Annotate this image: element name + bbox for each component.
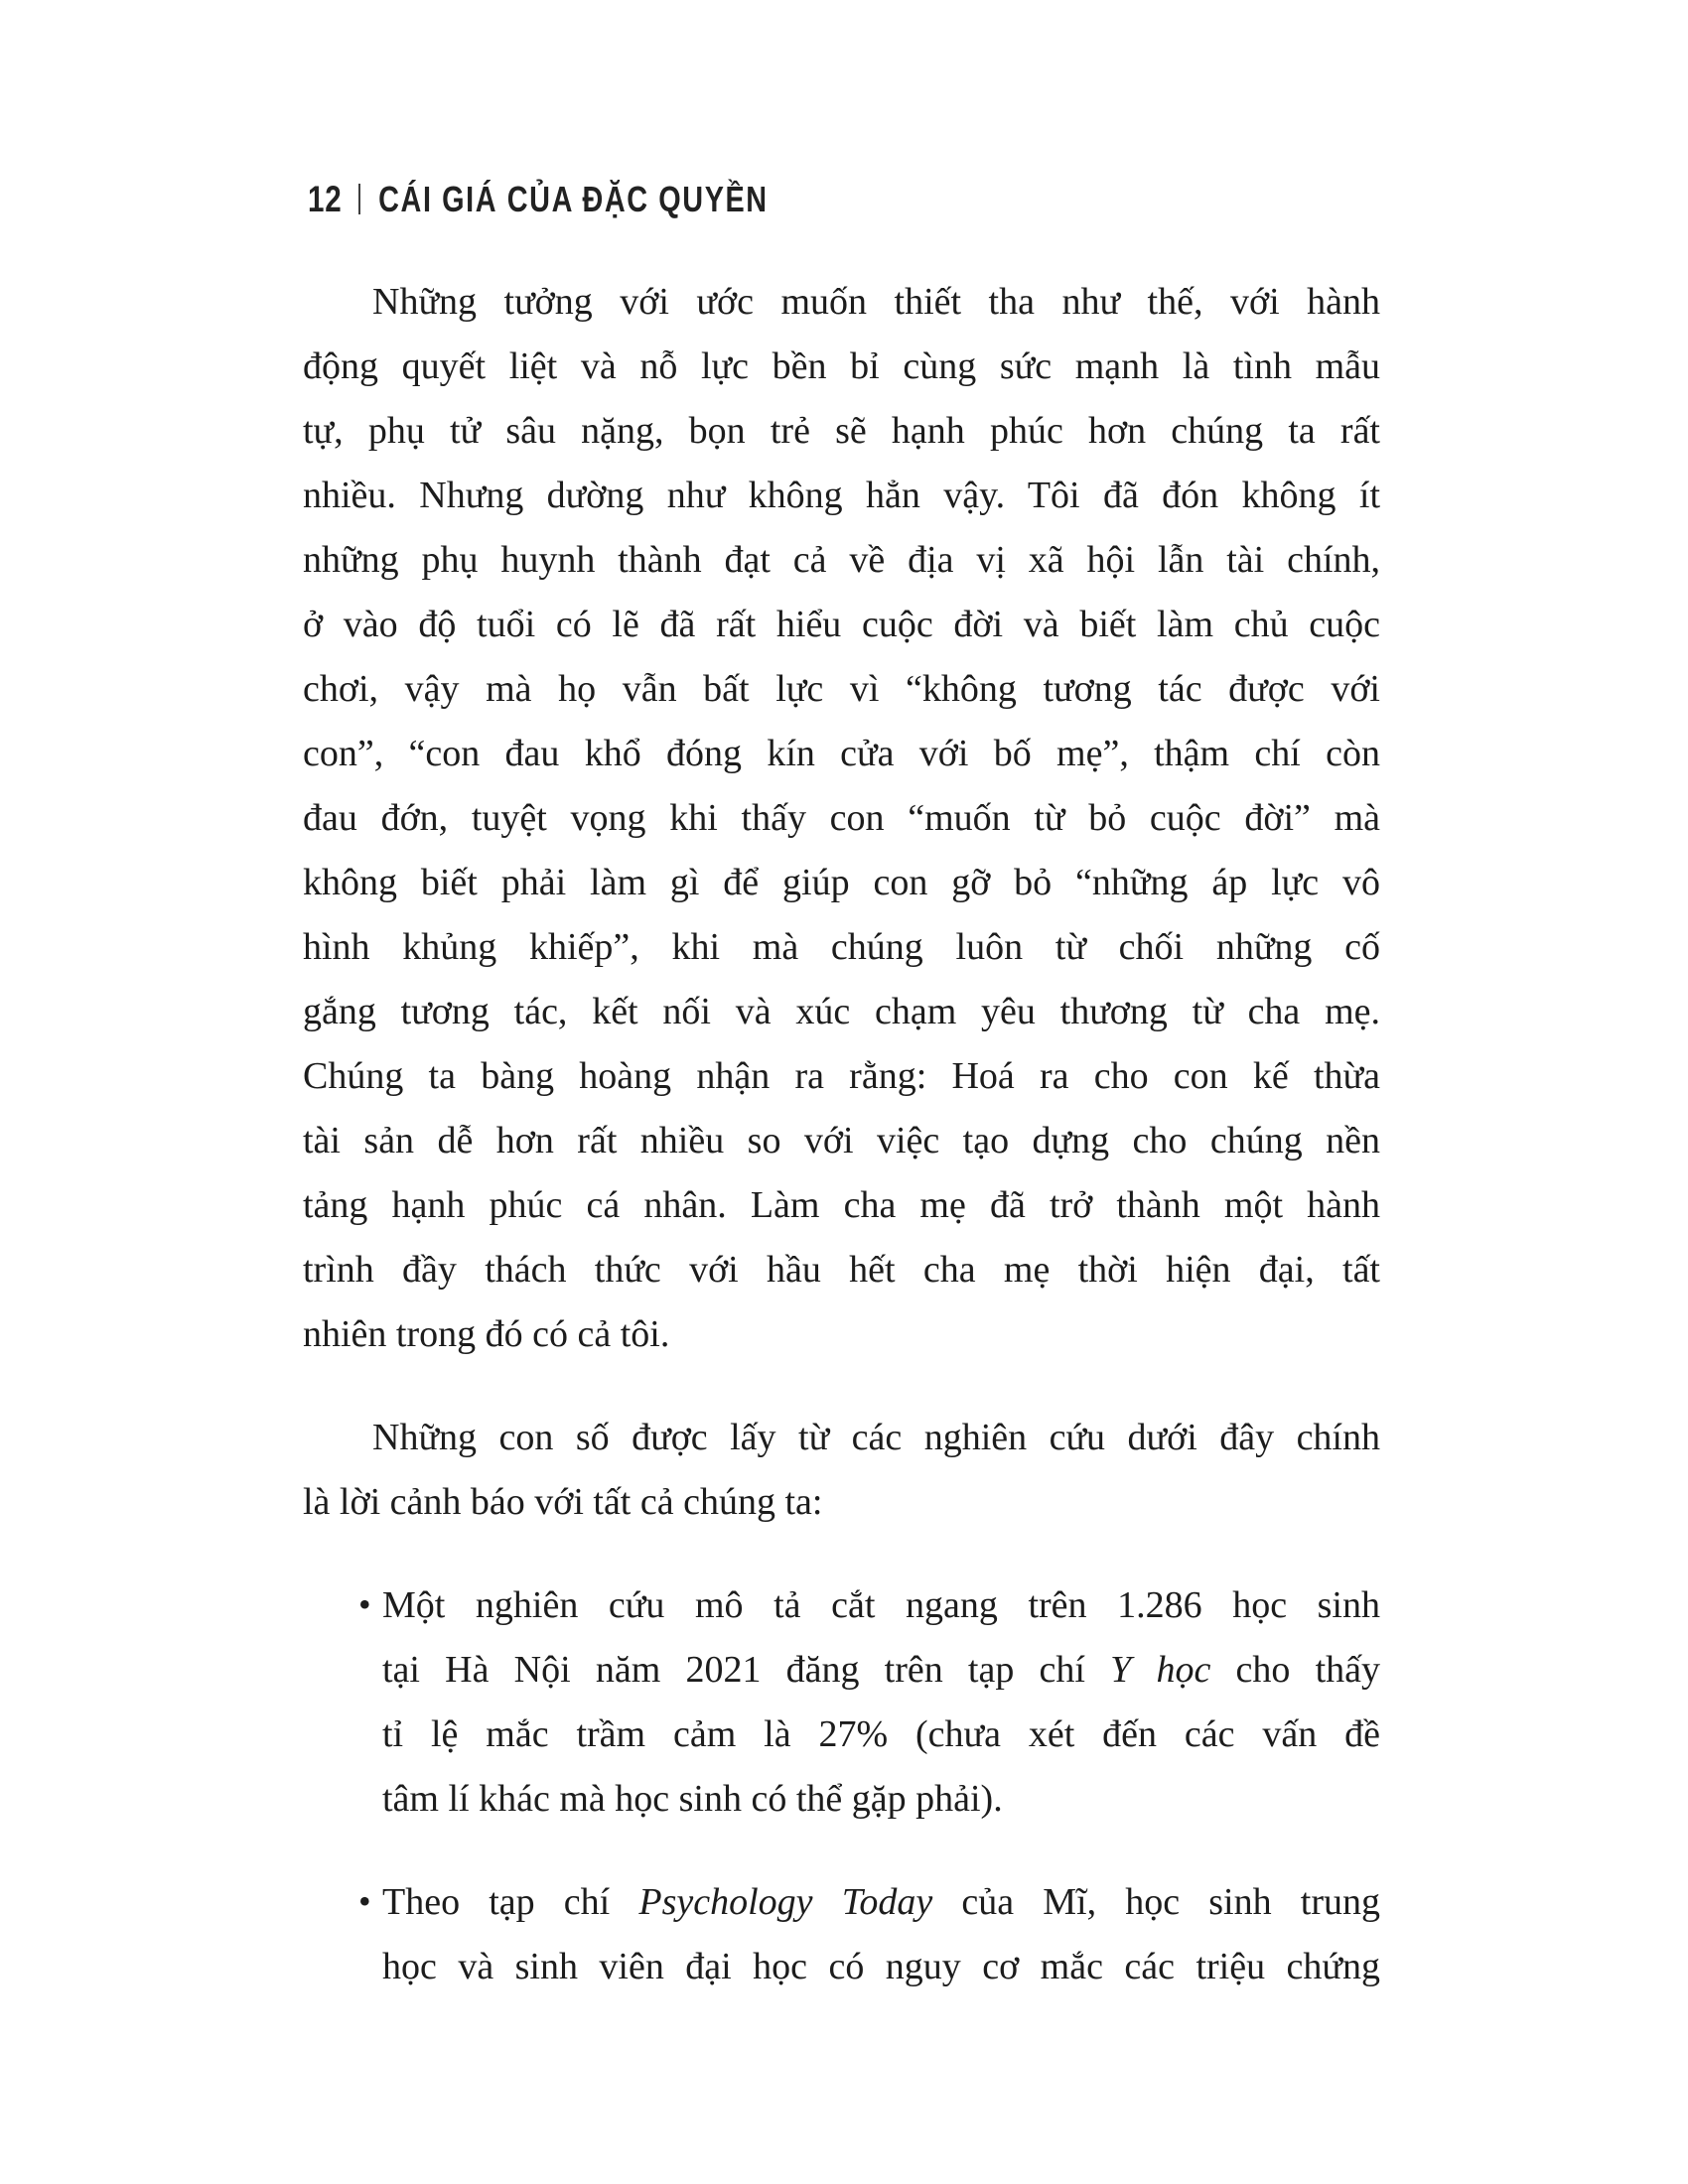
running-title: CÁI GIÁ CỦA ĐẶC QUYỀN — [378, 179, 769, 219]
header-divider: | — [355, 179, 363, 215]
text-line: không biết phải làm gì để giúp con gỡ bỏ “những áp lực vô — [303, 862, 1380, 903]
text-line: là lời cảnh báo với tất cả chúng ta: — [303, 1481, 823, 1523]
text-line: Một nghiên cứu mô tả cắt ngang trên 1.286 học sinh — [382, 1584, 1380, 1626]
bullet-marker-icon: • — [358, 1881, 371, 1921]
text-line: nhiên trong đó có cả tôi. — [303, 1313, 670, 1355]
text-line: tỉ lệ mắc trầm cảm là 27% (chưa xét đến các vấn đề — [382, 1713, 1380, 1755]
text-line: Chúng ta bàng hoàng nhận ra rằng: Hoá ra cho con kế thừa — [303, 1055, 1380, 1097]
text-line: học và sinh viên đại học có nguy cơ mắc các triệu chứng — [382, 1946, 1380, 1987]
text-line: chơi, vậy mà họ vẫn bất lực vì “không tương tác được với — [303, 668, 1380, 710]
text-line: tài sản dễ hơn rất nhiều so với việc tạo dựng cho chúng nền — [303, 1120, 1380, 1161]
text-line: nhiều. Nhưng dường như không hẳn vậy. Tôi đã đón không ít — [303, 475, 1380, 516]
bullet-item — [303, 1573, 1380, 1832]
text-line: con”, “con đau khổ đóng kín cửa với bố mẹ”, thậm chí còn — [303, 733, 1380, 774]
text-line: hình khủng khiếp”, khi mà chúng luôn từ chối những cố — [303, 926, 1380, 968]
paragraph — [303, 1406, 1380, 1535]
bullet-marker-icon: • — [358, 1584, 371, 1624]
bullet-item — [303, 1870, 1380, 1999]
text-line: những phụ huynh thành đạt cả về địa vị xã hội lẫn tài chính, — [303, 539, 1380, 581]
text-line: tự, phụ tử sâu nặng, bọn trẻ sẽ hạnh phúc hơn chúng ta rất — [303, 410, 1380, 452]
paragraph — [303, 270, 1380, 1367]
text-line: Những con số được lấy từ các nghiên cứu dưới đây chính — [372, 1417, 1380, 1458]
text-line: trình đầy thách thức với hầu hết cha mẹ thời hiện đại, tất — [303, 1249, 1380, 1291]
text-line: ở vào độ tuổi có lẽ đã rất hiểu cuộc đời và biết làm chủ cuộc — [303, 604, 1380, 645]
text-line: Những tưởng với ước muốn thiết tha như thế, với hành — [372, 281, 1380, 323]
text-line: tâm lí khác mà học sinh có thể gặp phải). — [382, 1778, 1003, 1820]
page-number: 12 — [308, 179, 343, 219]
text-column — [303, 270, 1380, 1999]
text-line: gắng tương tác, kết nối và xúc chạm yêu thương từ cha mẹ. — [303, 991, 1380, 1032]
page-header — [308, 179, 769, 220]
text-line: Theo tạp chí Psychology Today của Mĩ, học sinh trung — [382, 1881, 1380, 1923]
text-line: tảng hạnh phúc cá nhân. Làm cha mẹ đã trở thành một hành — [303, 1184, 1380, 1226]
text-line: tại Hà Nội năm 2021 đăng trên tạp chí Y học cho thấy — [382, 1649, 1380, 1691]
text-line: đau đớn, tuyệt vọng khi thấy con “muốn từ bỏ cuộc đời” mà — [303, 797, 1380, 839]
text-line: động quyết liệt và nỗ lực bền bỉ cùng sức mạnh là tình mẫu — [303, 345, 1380, 387]
